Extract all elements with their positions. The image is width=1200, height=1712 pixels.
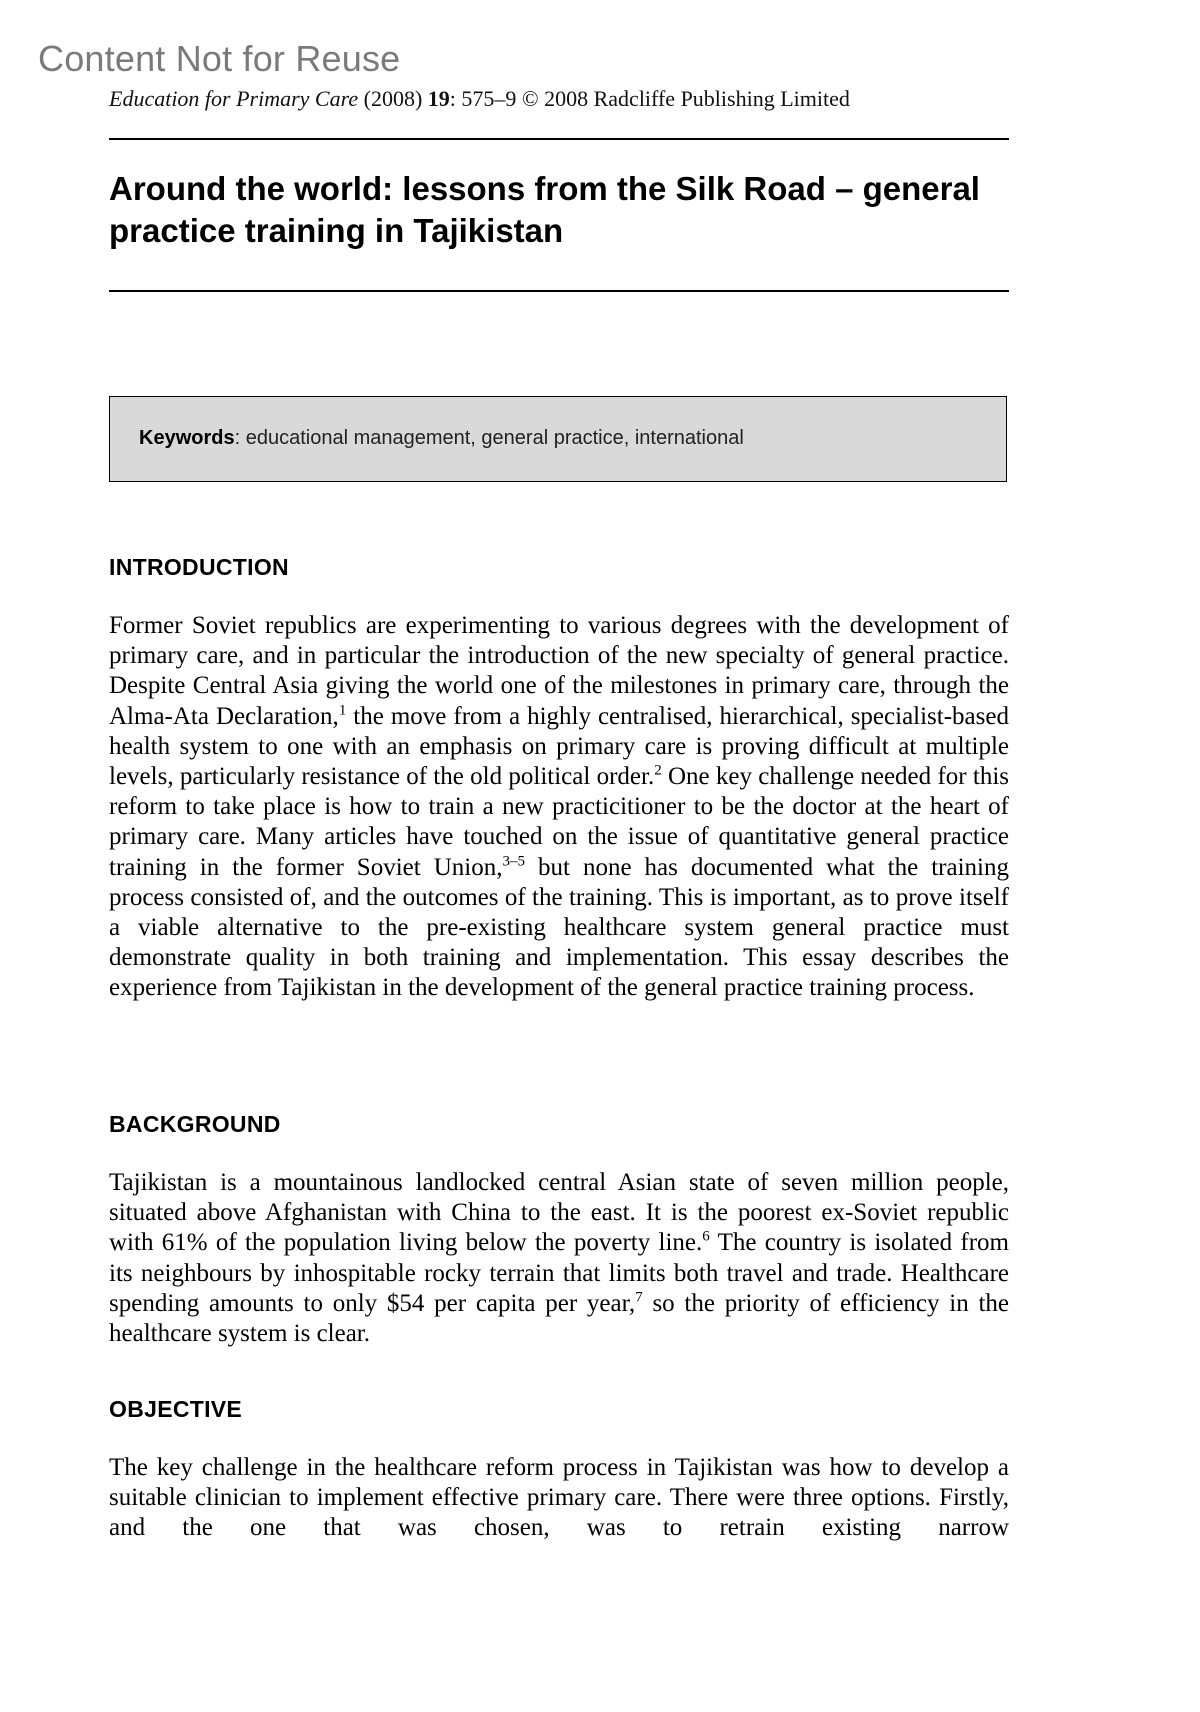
citation-ref: 3–5: [502, 853, 525, 870]
objective-paragraph: The key challenge in the healthcare reform process in Tajikistan was how to develop a suitable clinician to implement effective primary care. There were three options. Firstly, and the one that was chosen, was to retrain existing narrow: [109, 1454, 1009, 1542]
text-run: Former Soviet republics are experimenting to various degrees with the development of primary care, and in particular the introduction of the new specialty of general practice. Despite Central Asia giving the world one of the milestones in primary care, through the Alma-Ata Declaration,: [109, 612, 1009, 730]
journal-citation: [109, 86, 850, 112]
article-title: Around the world: lessons from the Silk Road – general practice training in Tajikistan: [109, 170, 980, 249]
title-divider: [109, 290, 1009, 292]
text-run: The country is isolated from its neighbours by inhospitable rocky terrain that limits both travel and trade. Healthcare spending amounts to only $54 per capita per year,: [109, 1229, 1010, 1317]
section-heading-introduction: INTRODUCTION: [109, 554, 289, 580]
keywords-text: : educational management, general practice, international: [234, 427, 744, 449]
background-paragraph: [109, 1168, 1009, 1349]
journal-name: Education for Primary Care: [109, 86, 359, 111]
keywords-label: Keywords: [139, 427, 235, 449]
citation-ref: 1: [338, 702, 347, 719]
section-heading-background: BACKGROUND: [109, 1111, 281, 1137]
citation-ref: 6: [702, 1229, 710, 1246]
citation-ref: 2: [654, 762, 662, 779]
introduction-paragraph: [109, 611, 1009, 1004]
text-run: so the priority of efficiency in the healthcare system is clear.: [109, 1289, 1009, 1348]
journal-volume: 19: [427, 86, 450, 111]
watermark: Content Not for Reuse: [38, 38, 401, 79]
text-run: the move from a highly centralised, hierarchical, specialist-based health system to one with an emphasis on primary care is proving difficult at multiple levels, particularly resistance of the old political order.: [109, 702, 1009, 791]
journal-copyright: © 2008 Radcliffe Publishing Limited: [521, 86, 850, 111]
keywords-box: [109, 396, 1007, 482]
top-divider: [109, 138, 1009, 140]
text-run: Tajikistan is a mountainous landlocked central Asian state of seven million people, situated above Afghanistan with China to the east. It is the poorest ex-Soviet republic with 61% of the population living below the poverty line.: [109, 1169, 1009, 1257]
section-heading-objective: OBJECTIVE: [109, 1396, 243, 1422]
journal-pages: : 575–9: [449, 86, 517, 111]
journal-year: (2008): [363, 86, 423, 111]
citation-ref: 7: [635, 1289, 643, 1306]
text-run: One key challenge needed for this reform to take place is how to train a new practicitioner to be the doctor at the heart of primary care. Many articles have touched on the issue of quantitative general practice training in the former Soviet Union,: [109, 763, 1009, 881]
text-run: but none has documented what the training process consisted of, and the outcomes of the training. This is important, as to prove itself a viable alternative to the pre-existing healthcare system general practice must demonstrate quality in both training and implementation. This essay describes the experience from Tajikistan in the development of the general practice training process.: [109, 853, 1009, 1002]
